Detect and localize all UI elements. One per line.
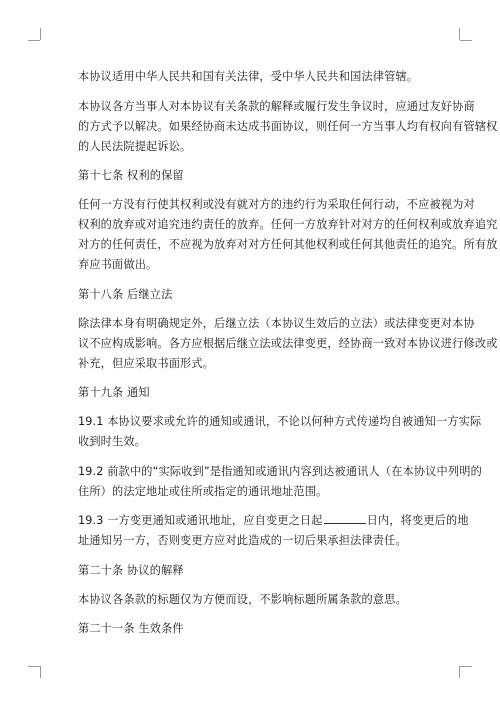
text-line: 本协议各方当事人对本协议有关条款的解释或履行发生争议时，应通过友好协商 [78,99,475,113]
paragraph-interpretation [78,590,426,610]
text-line: 任何一方没有行使其权利或没有就对方的违约行为采取任何行动，不应被视为对 [78,198,475,211]
fill-in-blank[interactable] [324,512,366,524]
text-line: 议不应构成影响。各方应根据后继立法或法律变更，经协商一致对本协议进行修改或 [78,336,498,350]
article-18-heading: 第十八条 后继立法 [78,287,173,301]
crop-mark-top-left [40,28,41,40]
text-segment: 日内，将变更后的地 [366,514,469,527]
crop-mark-top-left [28,40,40,41]
text-line: 本协议各条款的标题仅为方便而设，不影响标题所属条款的意思。 [78,592,407,606]
text-line: 19.1 本协议要求或允许的通知或通讯，不论以何种方式传递均自被通知一方实际 [78,415,482,428]
paragraph-notice-19-1 [78,412,482,452]
text-line [78,511,469,531]
article-21-heading: 第二十一条 生效条件 [78,622,184,635]
paragraph-waiver [78,195,498,275]
crop-mark-bottom-right [460,666,472,667]
text-line: 补充，但应采取书面形式。 [78,356,215,370]
text-line: 址通知另一方，否则变更方应对此造成的一切后果承担法律责任。 [78,534,407,547]
text-line: 住所）的法定地址或住所或指定的通讯地址范围。 [78,484,328,498]
article-20-heading: 第二十条 协议的解释 [78,563,184,577]
crop-mark-top-right [459,28,460,40]
text-line: 权利的放弃或对追究违约责任的放弃。任何一方放弃针对对方的任何权利或放弃追究 [78,218,498,231]
paragraph-governing-law [78,67,426,87]
text-line: 本协议适用中华人民共和国有关法律，受中华人民共和国法律管辖。 [78,70,419,83]
article-17-heading: 第十七条 权利的保留 [78,169,184,182]
text-segment: 19.3 一方变更通知或通讯地址，应自变更之日起 [78,514,323,527]
crop-mark-bottom-left [28,666,40,667]
paragraph-subsequent-legislation [78,314,498,374]
text-line: 对方的任何责任，不应视为放弃对对方任何其他权利或任何其他责任的追究。所有放 [78,238,498,251]
paragraph-notice-19-3 [78,511,469,551]
crop-mark-bottom-left [40,666,41,678]
text-line: 收到时生效。 [78,435,147,448]
text-line: 19.2 前款中的“实际收到”是指通知或通讯内容到达被通讯人（在本协议中列明的 [78,464,482,478]
paragraph-notice-19-2 [78,462,482,502]
text-line: 弃应书面做出。 [78,258,158,271]
crop-mark-bottom-right [459,666,460,678]
crop-mark-top-right [460,40,472,41]
text-line: 除法律本身有明确规定外，后继立法（本协议生效后的立法）或法律变更对本协 [78,316,475,330]
paragraph-dispute-resolution [78,97,498,157]
document-body [78,67,498,648]
article-19-heading: 第十九条 通知 [78,386,150,399]
text-line: 的人民法院提起诉讼。 [78,139,192,153]
text-line: 的方式予以解决。如果经协商未达成书面协议，则任何一方当事人均有权向有管辖权 [78,119,498,133]
